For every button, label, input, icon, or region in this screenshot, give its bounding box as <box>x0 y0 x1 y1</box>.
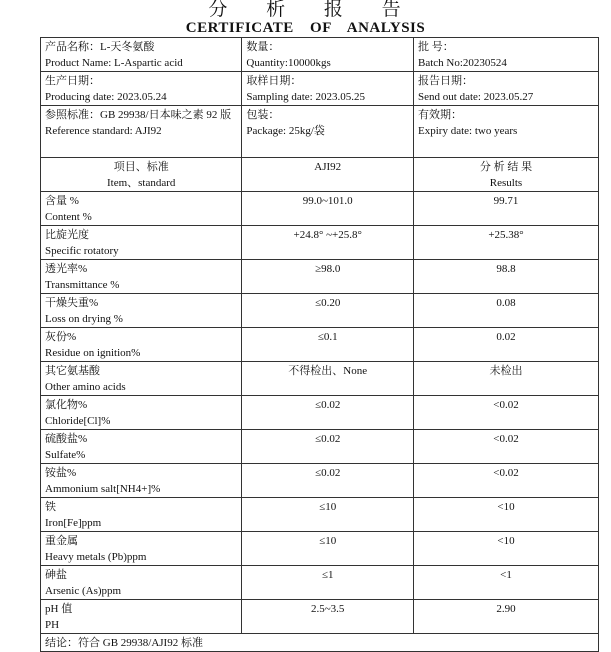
standard-cell: ≤0.02 <box>242 464 414 498</box>
result-cell: 99.71 <box>414 192 599 226</box>
item-cell <box>41 566 242 600</box>
item-cn: 比旋光度 <box>45 229 89 241</box>
table-row <box>41 566 599 600</box>
result-cell: 未检出 <box>414 362 599 396</box>
result-cell: <1 <box>414 566 599 600</box>
header-results <box>414 158 599 192</box>
item-cn: 其它氨基酸 <box>45 365 100 377</box>
producing-date: Producing date: 2023.05.24 <box>45 91 167 103</box>
title-english: CERTIFICATE OF ANALYSIS <box>185 20 426 36</box>
result-cell: <10 <box>414 532 599 566</box>
item-en: Content % <box>45 211 92 223</box>
item-en: Heavy metals (Pb)ppm <box>45 551 147 563</box>
table-row <box>41 430 599 464</box>
item-cn: pH 值 <box>45 603 73 615</box>
result-cell: 0.08 <box>414 294 599 328</box>
package-label-cn: 包装： <box>246 109 280 121</box>
producing-label-cn: 生产日期： <box>45 75 100 87</box>
item-cell <box>41 192 242 226</box>
table-header-row <box>41 158 599 192</box>
header-item <box>41 158 242 192</box>
item-en: Iron[Fe]ppm <box>45 517 102 529</box>
info-row-dates <box>41 72 599 106</box>
title-chinese: 分 析 报 告 <box>208 0 403 20</box>
item-cell <box>41 328 242 362</box>
producing-date-cell <box>41 72 242 106</box>
reference-label-cn: 参照标准：GB 29938/日本味之素 92 版 <box>45 109 232 121</box>
item-en: Specific rotatory <box>45 245 119 257</box>
item-cell <box>41 226 242 260</box>
result-cell: <0.02 <box>414 396 599 430</box>
item-en: Loss on drying % <box>45 313 123 325</box>
item-en: Residue on ignition% <box>45 347 141 359</box>
item-cn: 硫酸盐% <box>45 433 88 445</box>
conclusion-text: 结论：符合 GB 29938/AJI92 标准 <box>41 634 599 652</box>
table-row <box>41 396 599 430</box>
item-en: Ammonium salt[NH4+]% <box>45 483 161 495</box>
conclusion-row <box>41 634 599 652</box>
item-en: Transmittance % <box>45 279 120 291</box>
standard-cell: 2.5~3.5 <box>242 600 414 634</box>
standard-cell: +24.8° ~+25.8° <box>242 226 414 260</box>
item-cell <box>41 294 242 328</box>
item-cell <box>41 600 242 634</box>
header-item-cn: 项目、标准 <box>113 161 169 173</box>
standard-cell: ≤0.02 <box>242 396 414 430</box>
table-row <box>41 226 599 260</box>
table-row <box>41 362 599 396</box>
standard-cell: 99.0~101.0 <box>242 192 414 226</box>
result-cell: +25.38° <box>414 226 599 260</box>
quantity-label-cn: 数量： <box>246 41 280 53</box>
table-row <box>41 294 599 328</box>
table-row <box>41 192 599 226</box>
item-cn: 重金属 <box>45 535 78 547</box>
header-results-en: Results <box>489 177 523 189</box>
batch-label-cn: 批 号： <box>418 41 454 53</box>
item-cn: 铵盐% <box>45 467 77 479</box>
batch-number: Batch No:20230524 <box>418 57 507 69</box>
table-row <box>41 260 599 294</box>
reference-cell <box>41 106 242 158</box>
header-item-en: Item、standard <box>106 177 176 189</box>
table-row <box>41 464 599 498</box>
batch-cell <box>414 38 599 72</box>
item-en: PH <box>45 619 60 631</box>
item-cn: 透光率% <box>45 263 88 275</box>
item-cell <box>41 396 242 430</box>
sendout-label-cn: 报告日期： <box>418 75 474 87</box>
info-row-product <box>41 38 599 72</box>
quantity-cell <box>242 38 414 72</box>
package-cell <box>242 106 414 158</box>
result-cell: <0.02 <box>414 464 599 498</box>
standard-cell: 不得检出、None <box>242 362 414 396</box>
result-cell: 2.90 <box>414 600 599 634</box>
expiry-cell <box>414 106 599 158</box>
result-cell: 98.8 <box>414 260 599 294</box>
standard-cell: ≤0.02 <box>242 430 414 464</box>
product-name: Product Name: L-Aspartic acid <box>45 57 183 69</box>
standard-cell: ≤0.1 <box>242 328 414 362</box>
table-row <box>41 532 599 566</box>
table-row <box>41 498 599 532</box>
item-en: Arsenic (As)ppm <box>45 585 122 597</box>
table-row <box>41 600 599 634</box>
item-cell <box>41 532 242 566</box>
table-row <box>41 328 599 362</box>
sampling-label-cn: 取样日期： <box>246 75 302 87</box>
standard-cell: ≤10 <box>242 532 414 566</box>
result-cell: 0.02 <box>414 328 599 362</box>
standard-cell: ≤10 <box>242 498 414 532</box>
header-results-cn: 分 析 结 果 <box>479 161 533 173</box>
item-cn: 氯化物% <box>45 399 88 411</box>
standard-cell: ≥98.0 <box>242 260 414 294</box>
item-cell <box>41 464 242 498</box>
standard-cell: ≤0.20 <box>242 294 414 328</box>
item-cell <box>41 362 242 396</box>
sampling-date-cell <box>242 72 414 106</box>
item-cn: 干燥失重% <box>45 297 99 309</box>
expiry-label-cn: 有效期： <box>418 109 463 121</box>
info-row-standard <box>41 106 599 158</box>
header-standard-label: AJI92 <box>314 161 342 173</box>
item-en: Other amino acids <box>45 381 126 393</box>
quantity-value: Quantity:10000kgs <box>246 57 331 69</box>
item-cn: 灰份% <box>45 331 77 343</box>
sampling-date: Sampling date: 2023.05.25 <box>246 91 365 103</box>
sendout-date: Send out date: 2023.05.27 <box>418 91 534 103</box>
item-en: Sulfate% <box>45 449 86 461</box>
expiry-value: Expiry date: two years <box>418 125 518 137</box>
reference-standard: Reference standard: AJI92 <box>45 125 162 137</box>
sendout-date-cell <box>414 72 599 106</box>
result-cell: <0.02 <box>414 430 599 464</box>
product-label-cn: 产品名称：L-天冬氨酸 <box>45 41 155 53</box>
package-value: Package: 25kg/袋 <box>246 125 325 137</box>
analysis-table <box>40 37 599 652</box>
item-cell <box>41 430 242 464</box>
header-standard <box>242 158 414 192</box>
item-cn: 铁 <box>45 501 56 513</box>
standard-cell: ≤1 <box>242 566 414 600</box>
item-cn: 含量 % <box>45 195 79 207</box>
product-cell <box>41 38 242 72</box>
item-en: Chloride[Cl]% <box>45 415 111 427</box>
item-cell <box>41 260 242 294</box>
item-cn: 砷盐 <box>45 569 67 581</box>
item-cell <box>41 498 242 532</box>
result-cell: <10 <box>414 498 599 532</box>
